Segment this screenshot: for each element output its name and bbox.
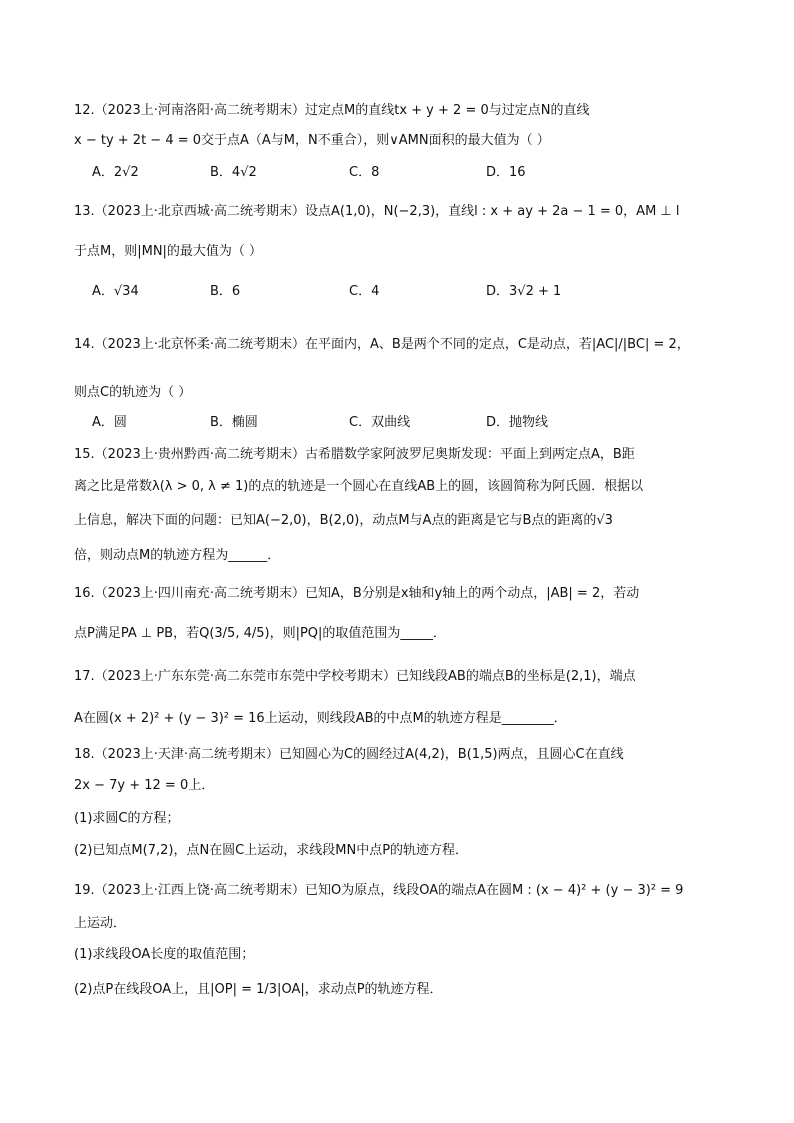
question-19-line-1: 19.（2023上·江西上饶·高二统考期末）已知O为原点，线段OA的端点A在圆M : (x − 4)² + (y − 3)² = 9: [74, 883, 684, 898]
question-14-line-1: 14.（2023上·北京怀柔·高二统考期末）在平面内，A、B是两个不同的定点，C是动点，若|AC|/|BC| = 2，: [74, 337, 690, 352]
option-d: D．16: [486, 165, 526, 180]
question-13-line-2: 于点M，则|MN|的最大值为（ ）: [74, 244, 263, 259]
option-a: A．2√2: [92, 165, 139, 180]
question-18-line-2: 2x − 7y + 12 = 0上．: [74, 778, 215, 793]
option-c: C．8: [349, 165, 380, 180]
option-b: B．椭圆: [210, 415, 258, 430]
question-18-part-1: (1)求圆C的方程；: [74, 811, 180, 826]
question-15-line-4: 倍，则动点M的轨迹方程为______．: [74, 548, 281, 563]
question-16-line-2: 点P满足PA ⊥ PB，若Q(3/5, 4/5)，则|PQ|的取值范围为_____．: [74, 626, 446, 641]
option-c: C．双曲线: [349, 415, 411, 430]
option-a: A．圆: [92, 415, 127, 430]
question-17-line-2: A在圆(x + 2)² + (y − 3)² = 16上运动，则线段AB的中点M的轨迹方程是________．: [74, 711, 567, 726]
question-12-line-2: x − ty + 2t − 4 = 0交于点A（A与M，N不重合），则∨AMN面积的最大值为（ ）: [74, 133, 550, 148]
question-15-line-2: 离之比是常数λ(λ > 0, λ ≠ 1)的点的轨迹是一个圆心在直线AB上的圆，该圆简称为阿氏圆．根据以: [74, 479, 644, 494]
question-17-line-1: 17.（2023上·广东东莞·高二东莞市东莞中学校考期末）已知线段AB的端点B的坐标是(2,1)，端点: [74, 669, 636, 684]
question-19-part-2: (2)点P在线段OA上，且|OP| = 1/3|OA|，求动点P的轨迹方程．: [74, 982, 443, 997]
question-16-line-1: 16.（2023上·四川南充·高二统考期末）已知A，B分别是x轴和y轴上的两个动点，|AB| = 2，若动: [74, 586, 640, 601]
option-d: D．抛物线: [486, 415, 549, 430]
question-19-part-1: (1)求线段OA长度的取值范围；: [74, 947, 255, 962]
question-18-line-1: 18.（2023上·天津·高二统考期末）已知圆心为C的圆经过A(4,2)，B(1,5)两点，且圆心C在直线: [74, 747, 624, 762]
question-18-part-2: (2)已知点M(7,2)，点N在圆C上运动，求线段MN中点P的轨迹方程．: [74, 843, 469, 858]
question-12-line-1: 12.（2023上·河南洛阳·高二统考期末）过定点M的直线tx + y + 2 = 0与过定点N的直线: [74, 103, 590, 118]
question-14-line-2: 则点C的轨迹为（ ）: [74, 385, 192, 400]
option-a: A．√34: [92, 284, 139, 299]
question-15-line-1: 15.（2023上·贵州黔西·高二统考期末）古希腊数学家阿波罗尼奥斯发现：平面上到两定点A，B距: [74, 447, 635, 462]
option-b: B．6: [210, 284, 241, 299]
option-c: C．4: [349, 284, 380, 299]
option-b: B．4√2: [210, 165, 257, 180]
question-15-line-3: 上信息，解决下面的问题：已知A(−2,0)，B(2,0)，动点M与A点的距离是它与B点的距离的√3: [74, 513, 613, 528]
question-19-line-2: 上运动．: [74, 916, 127, 931]
option-d: D．3√2 + 1: [486, 284, 562, 299]
question-13-line-1: 13.（2023上·北京西城·高二统考期末）设点A(1,0)，N(−2,3)，直线l : x + ay + 2a − 1 = 0，AM ⊥ l: [74, 204, 680, 219]
